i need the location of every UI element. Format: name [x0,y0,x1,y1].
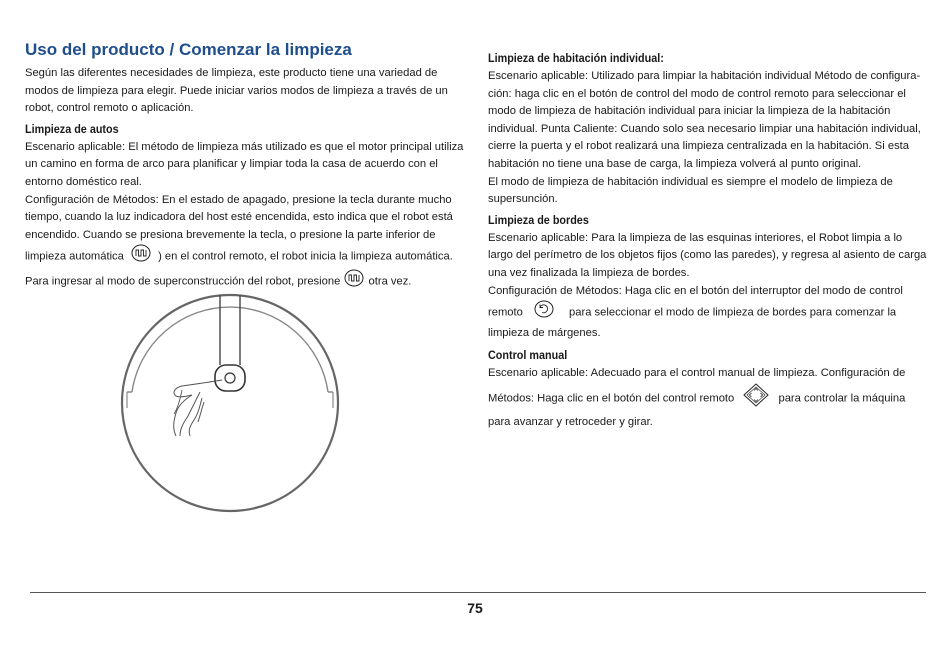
room-line-5: cierre la puerta y el robot realizará una limpieza centralizada en la habitación. Si esta [488,140,910,153]
room-line-2: ción: haga clic en el botón de control del modo de control remoto para seleccionar el [488,87,906,100]
intro-line-1: Según las diferentes necesidades de limpieza, este producto tiene una variedad de [25,67,438,79]
auto-line-1: Escenario aplicable: El método de limpieza más utilizado es que el motor principal utiliza [25,140,464,153]
edge-line-1: Escenario aplicable: Para la limpieza de las esquinas interiores, el Robot limpia a lo [488,231,903,244]
intro-line-3: robot, control remoto o aplicación. [25,102,194,115]
room-line-4: individual. Punta Caliente: Cuando solo sea necesario limpiar una habitación individual, [488,122,921,135]
auto-line-7-start: limpieza automática [25,250,124,263]
room-line-8: supersunción. [488,193,558,206]
auto-clean-icon [131,244,151,269]
page-number: 75 [467,600,483,616]
right-column [488,51,933,431]
manual-line-2-end: para controlar la máquina [778,392,906,405]
edge-line-5-end: para seleccionar el modo de limpieza de bordes para comenzar la [569,306,897,319]
auto-line-7 [25,244,470,269]
robot-vacuum-illustration [110,290,350,515]
edge-clean-icon [534,300,554,325]
manual-control-heading: Control manual [488,348,568,363]
manual-line-2 [488,383,933,414]
auto-clean-heading: Limpieza de autos [25,121,119,136]
room-line-7: El modo de limpieza de habitación individual es siempre el modelo de limpieza de [488,175,893,188]
edge-line-2: largo del perímetro de los objetos fijos (como las paredes), y regresa al asiento de carga [488,249,927,262]
left-column [25,40,470,294]
auto-line-5: tiempo, cuando la luz indicadora del host esté encendida, esto indica que el robot está [25,211,453,224]
auto-line-4: Configuración de Métodos: En el estado de apagado, presione la tecla durante mucho [25,193,452,206]
manual-line-2-start: Métodos: Haga clic en el botón del control remoto [488,392,735,405]
room-line-6: habitación no tiene una base de carga, la limpieza volverá al punto original. [488,157,862,170]
manual-line-3: para avanzar y retroceder y girar. [488,415,653,428]
manual-line-1: Escenario aplicable: Adecuado para el control manual de limpieza. Configuración de [488,367,906,380]
auto-line-3: entorno doméstico real. [25,175,142,188]
edge-line-3: una vez finalizada la limpieza de bordes. [488,266,690,279]
edge-clean-heading: Limpieza de bordes [488,212,589,227]
edge-line-5 [488,300,933,325]
room-clean-heading: Limpieza de habitación individual: [488,51,664,65]
edge-line-4: Configuración de Métodos: Haga clic en el botón del interruptor del modo de control [488,284,903,297]
intro-line-2: modos de limpieza para elegir. Puede iniciar varios modos de limpieza a través de un [25,84,448,97]
edge-line-5-start: remoto [488,306,523,319]
footer-divider [30,592,926,593]
direction-pad-icon [743,383,769,414]
auto-line-8-start: Para ingresar al modo de superconstrucción del robot, presione [25,275,341,288]
room-line-3: modo de limpieza de habitación individual para iniciar la limpieza de la habitación [488,105,891,118]
auto-line-6: encendido. Cuando se presiona brevemente la tecla, o presione la parte inferior de [25,228,436,241]
page-title: Uso del producto / Comenzar la limpieza [25,40,352,59]
auto-line-7-end: ) en el control remoto, el robot inicia la limpieza automática. [158,250,453,263]
auto-line-2: un camino en forma de arco para planificar y limpiar toda la casa de acuerdo con el [25,158,438,171]
room-line-1: Escenario aplicable: Utilizado para limpiar la habitación individual Método de configura- [488,70,921,82]
auto-line-8-end: otra vez. [368,275,412,288]
edge-line-6: limpieza de márgenes. [488,326,601,339]
